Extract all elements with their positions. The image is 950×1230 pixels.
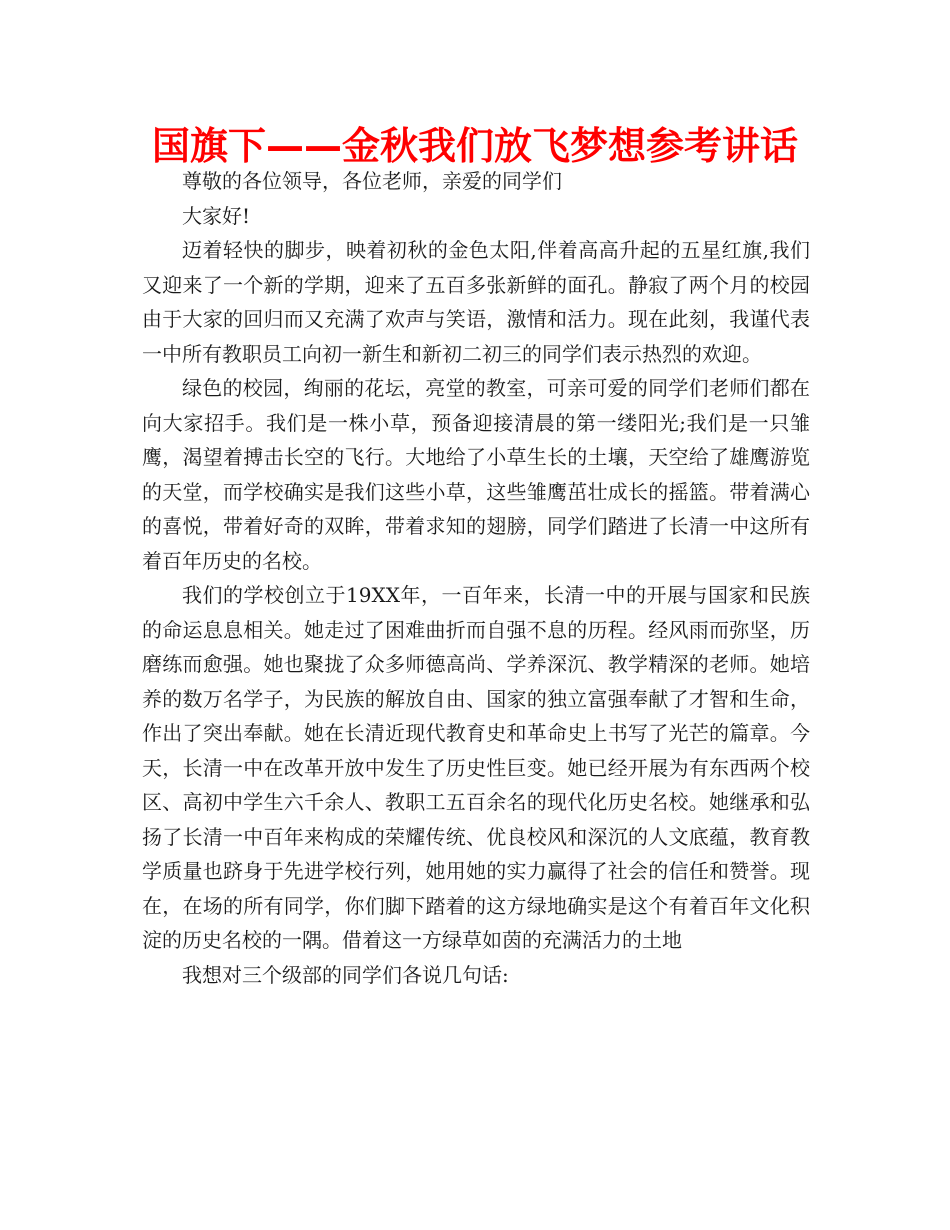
paragraph-welcome: 迈着轻快的脚步，映着初秋的金色太阳,伴着高高升起的五星红旗,我们又迎来了一个新的学期，迎来了五百多张新鲜的面孔。静寂了两个月的校园由于大家的回归而又充满了欢声与笑语，激情和活力。现在此刻，我谨代表一中所有教职员工向初一新生和新初二初三的同学们表示热烈的欢迎。 xyxy=(142,238,810,366)
paragraph-school-history: 我们的学校创立于19XX年，一百年来，长清一中的开展与国家和民族的命运息息相关。她走过了困难曲折而自强不息的历程。经风雨而弥坚，历磨练而愈强。她也聚拢了众多师德高尚、学养深沉、教学精深的老师。她培养的数万名学子，为民族的解放自由、国家的独立富强奉献了才智和生命，作出了突出奉献。她在长清近现代教育史和革命史上书写了光芒的篇章。今天，长清一中在改革开放中发生了历史性巨变。她已经开展为有东西两个校区、高初中学生六千余人、教职工五百余名的现代化历史名校。她继承和弘扬了长清一中百年来构成的荣耀传统、优良校风和深沉的人文底蕴，教育教学质量也跻身于先进学校行列，她用她的实力赢得了社会的信任和赞誉。现在，在场的所有同学，你们脚下踏着的这方绿地确实是这个有着百年文化积淀的历史名校的一隅。借着这一方绿草如茵的充满活力的土地 xyxy=(142,583,810,952)
paragraph-closing: 我想对三个级部的同学们各说几句话: xyxy=(182,962,509,987)
document-title: 国旗下——金秋我们放飞梦想参考讲话 xyxy=(151,124,798,168)
paragraph-salutation: 尊敬的各位领导，各位老师，亲爱的同学们 xyxy=(182,169,562,193)
paragraph-greeting: 大家好! xyxy=(182,203,251,228)
document-body xyxy=(142,164,810,992)
paragraph-campus: 绿色的校园，绚丽的花坛，亮堂的教室，可亲可爱的同学们老师们都在向大家招手。我们是一株小草，预备迎接清晨的第一缕阳光;我们是一只雏鹰，渴望着搏击长空的飞行。大地给了小草生长的土壤，天空给了雄鹰游览的天堂，而学校确实是我们这些小草，这些雏鹰茁壮成长的摇篮。带着满心的喜悦，带着好奇的双眸，带着求知的翅膀，同学们踏进了长清一中这所有着百年历史的名校。 xyxy=(142,376,810,573)
